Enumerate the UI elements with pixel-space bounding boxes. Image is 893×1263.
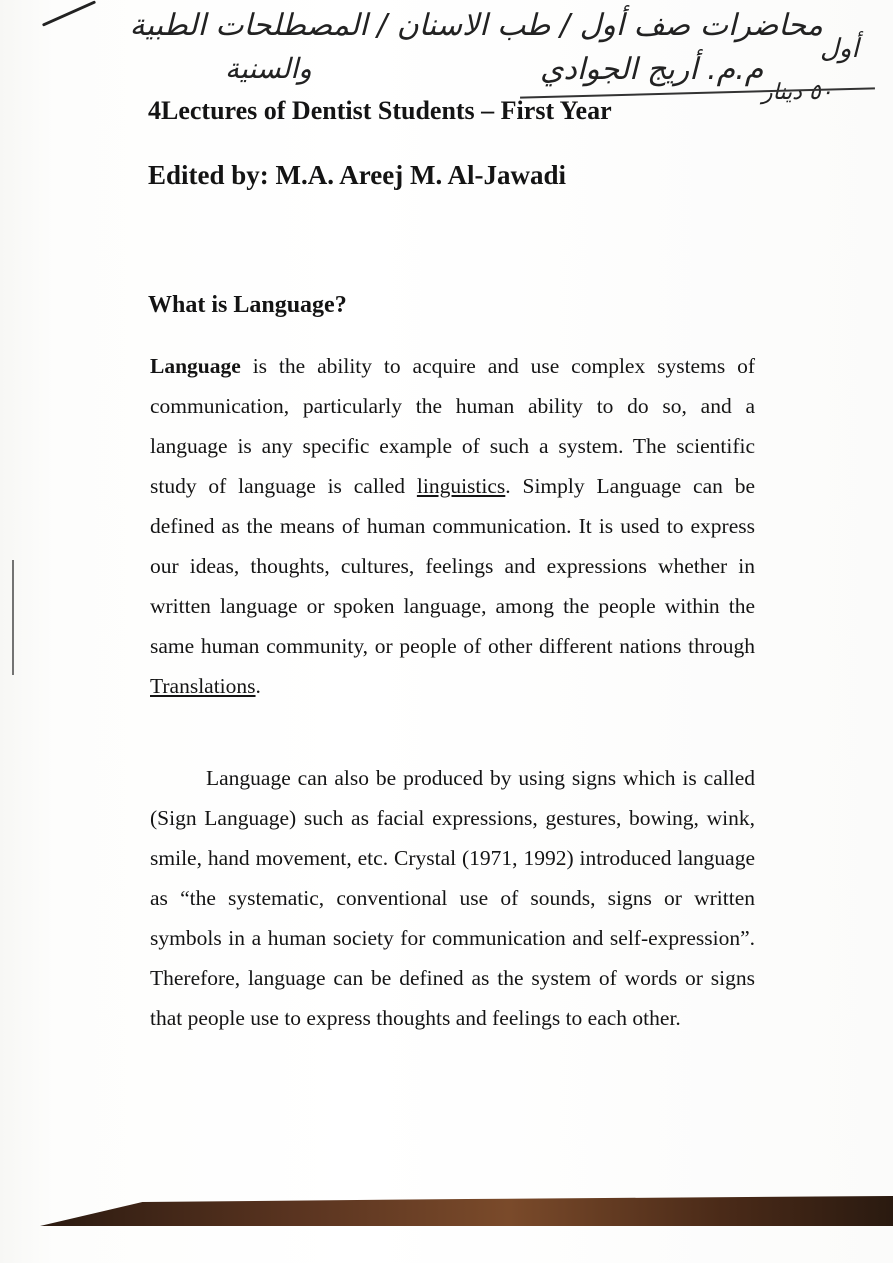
paragraph-1-text-c: . bbox=[255, 674, 261, 698]
handwritten-price-note: ٥٠ دينار bbox=[762, 80, 833, 105]
term-language: Language bbox=[150, 354, 241, 378]
document-editor: Edited by: M.A. Areej M. Al-Jawadi bbox=[148, 160, 566, 190]
pen-stroke-mark bbox=[42, 0, 96, 26]
page-bottom-edge bbox=[40, 1196, 893, 1226]
translations-underlined: Translations bbox=[150, 674, 256, 698]
paragraph-1-text-a: is the ability to acquire and use complex systems of communication, particularly the human ability to do so, and a language is any specific example of such a system. The scientific study of language is called bbox=[150, 354, 755, 498]
handwritten-note-line2: والسنية bbox=[225, 52, 312, 85]
handwritten-note-line4: أول bbox=[820, 34, 859, 64]
linguistics-underlined: linguistics bbox=[416, 474, 506, 498]
handwritten-note-line1: محاضرات صف أول / طب الاسنان / المصطلحات الطبية bbox=[129, 8, 823, 43]
section-heading: What is Language? bbox=[148, 292, 347, 318]
margin-line bbox=[12, 560, 14, 675]
paragraph-2: Language can also be produced by using signs which is called (Sign Language) such as facial expressions, gestures, bowing, wink, smile, hand movement, etc. Crystal (1971, 1992) introduced language as “the systematic, conventional use of sounds, signs or written symbols in a human society for communication and self-expression”. Therefore, language can be defined as the system of words or signs that people use to express thoughts and feelings to each other. bbox=[150, 766, 755, 1030]
handwritten-note-line3: م.م. أريج الجوادي bbox=[540, 52, 764, 87]
paragraph-1-text-b: . Simply Language can be defined as the means of human communication. It is used to express our ideas, thoughts, cultures, feelings and expressions whether in written language or spoken language, among the people within the same human community, or people of other different nations through bbox=[150, 474, 755, 658]
document-title: 4Lectures of Dentist Students – First Year bbox=[148, 96, 612, 125]
paragraph-1 bbox=[150, 346, 755, 706]
